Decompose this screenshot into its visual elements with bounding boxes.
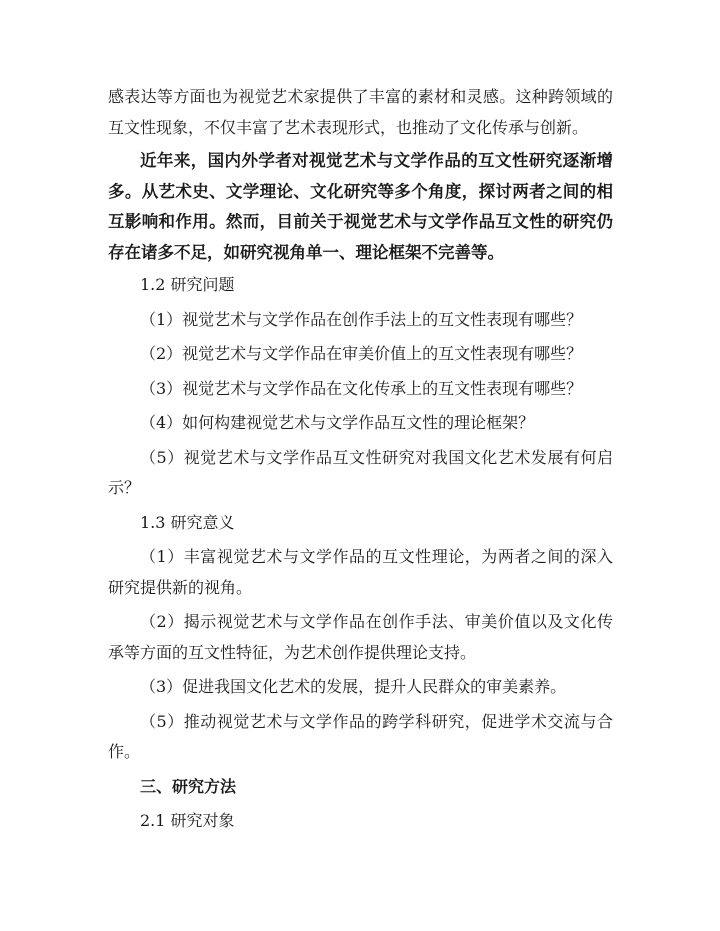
heading-research-questions: 1.2 研究问题 [140, 275, 235, 294]
heading-research-methods: 三、研究方法 [140, 776, 237, 796]
heading-research-object: 2.1 研究对象 [140, 811, 235, 830]
question-item-5: （5）视觉艺术与文学作品互文性研究对我国文化艺术发展有何启示？ [108, 447, 613, 497]
question-item-4: （4）如何构建视觉艺术与文学作品互文性的理论框架？ [140, 413, 535, 432]
significance-item-3: （3）促进我国文化艺术的发展，提升人民群众的审美素养。 [140, 677, 567, 696]
paragraph-research-status: 近年来，国内外学者对视觉艺术与文学作品的互文性研究逐渐增多。从艺术史、文学理论、文化研究等多个角度，探讨两者之间的相互影响和作用。然而，目前关于视觉艺术与文学作品互文性的研究仍存在诸多不足，如研究视角单一、理论框架不完善等。 [108, 151, 613, 262]
question-item-3: （3）视觉艺术与文学作品在文化传承上的互文性表现有哪些？ [140, 378, 583, 398]
question-item-2: （2）视觉艺术与文学作品在审美价值上的互文性表现有哪些？ [140, 344, 583, 363]
question-item-1: （1）视觉艺术与文学作品在创作手法上的互文性表现有哪些？ [140, 309, 583, 329]
significance-item-2: （2）揭示视觉艺术与文学作品在创作手法、审美价值以及文化传承等方面的互文性特征，为艺术创作提供理论支持。 [108, 612, 613, 662]
paragraph-continuation: 感表达等方面也为视觉艺术家提供了丰富的素材和灵感。这种跨领域的互文性现象，不仅丰富了艺术表现形式，也推动了文化传承与创新。 [108, 87, 613, 137]
heading-research-significance: 1.3 研究意义 [140, 512, 235, 532]
document-page [108, 82, 613, 837]
significance-item-5: （5）推动视觉艺术与文学作品的跨学科研究，促进学术交流与合作。 [108, 711, 613, 761]
significance-item-1: （1）丰富视觉艺术与文学作品的互文性理论，为两者之间的深入研究提供新的视角。 [108, 547, 613, 597]
